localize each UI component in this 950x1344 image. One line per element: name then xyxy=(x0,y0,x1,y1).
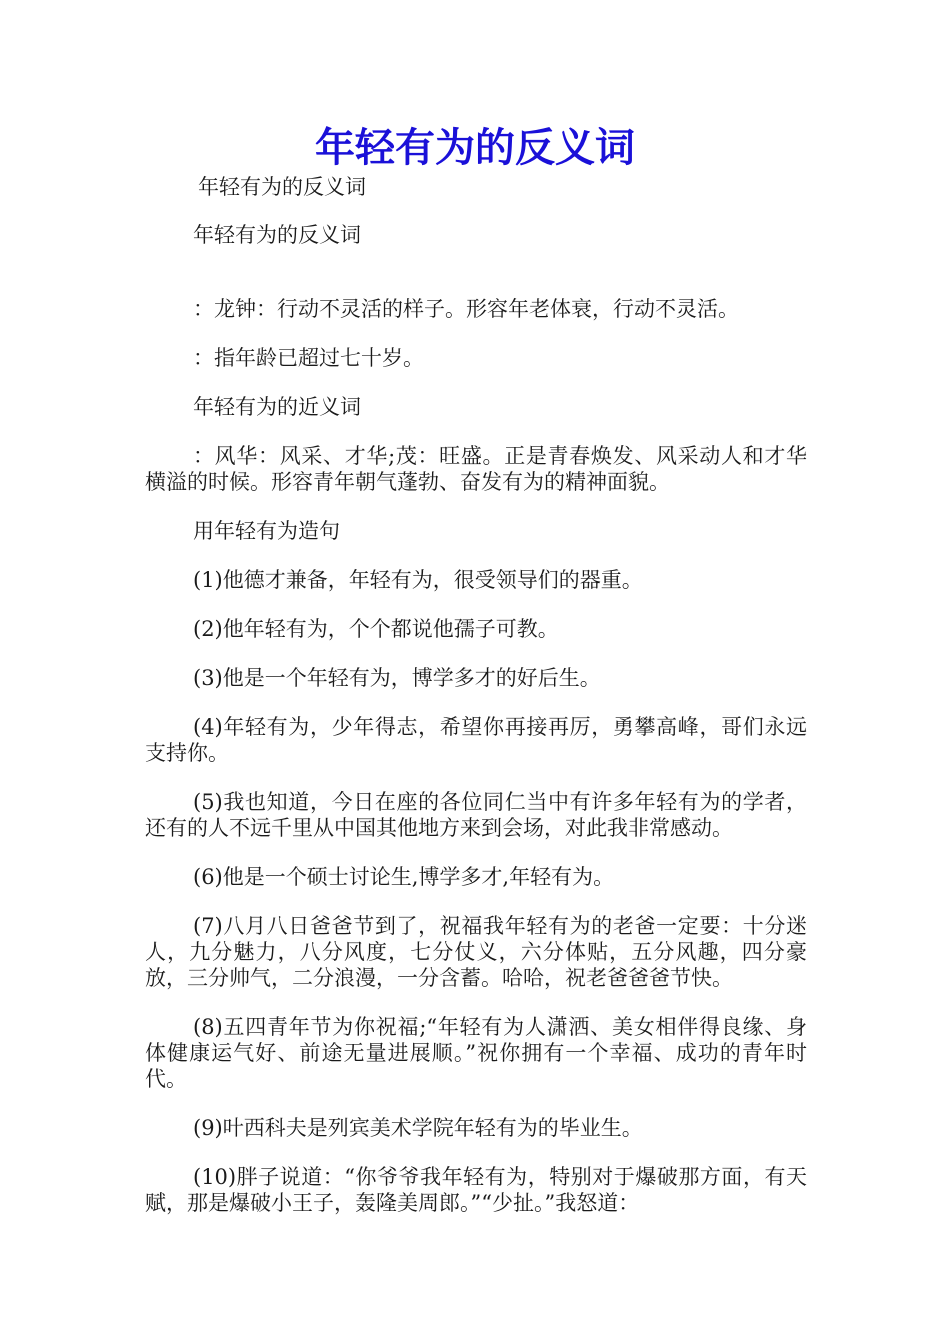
paragraph: (8)五四青年节为你祝福;“年轻有为人潇洒、美女相伴得良缘、身体健康运气好、前途无量进展顺。”祝你拥有一个幸福、成功的青年时代。 xyxy=(145,1015,807,1091)
paragraph: (10)胖子说道：“你爷爷我年轻有为，特别对于爆破那方面，有天赋，那是爆破小王子，轰隆美周郎。”“少扯。”我怒道： xyxy=(145,1165,807,1215)
paragraph: (9)叶西科夫是列宾美术学院年轻有为的毕业生。 xyxy=(193,1116,643,1140)
document-subtitle: 年轻有为的反义词 xyxy=(198,175,366,199)
document-title: 年轻有为的反义词 xyxy=(315,124,635,171)
paragraph: ：龙钟：行动不灵活的样子。形容年老体衰，行动不灵活。 xyxy=(193,297,739,321)
paragraph: ：风华：风采、才华;茂：旺盛。正是青春焕发、风采动人和才华横溢的时候。形容青年朝气蓬勃、奋发有为的精神面貌。 xyxy=(145,444,807,494)
paragraph: 用年轻有为造句 xyxy=(193,519,340,543)
paragraph: (4)年轻有为，少年得志，希望你再接再厉，勇攀高峰，哥们永远支持你。 xyxy=(145,715,807,765)
paragraph: 年轻有为的反义词 xyxy=(193,223,361,247)
document-body xyxy=(145,222,807,1239)
paragraph: (2)他年轻有为，个个都说他孺子可教。 xyxy=(193,617,559,641)
paragraph: (1)他德才兼备，年轻有为，很受领导们的器重。 xyxy=(193,568,643,592)
paragraph: (3)他是一个年轻有为，博学多才的好后生。 xyxy=(193,666,601,690)
paragraph: (5)我也知道，今日在座的各位同仁当中有许多年轻有为的学者，还有的人不远千里从中国其他地方来到会场，对此我非常感动。 xyxy=(145,790,807,840)
paragraph: ：指年龄已超过七十岁。 xyxy=(193,346,424,370)
paragraph: 年轻有为的近义词 xyxy=(193,395,361,419)
paragraph: (7)八月八日爸爸节到了，祝福我年轻有为的老爸一定要：十分迷人，九分魅力，八分风度，七分仗义，六分体贴，五分风趣，四分豪放，三分帅气，二分浪漫，一分含蓄。哈哈，祝老爸爸爸节快。 xyxy=(145,914,807,990)
paragraph: (6)他是一个硕士讨论生,博学多才,年轻有为。 xyxy=(193,865,615,889)
